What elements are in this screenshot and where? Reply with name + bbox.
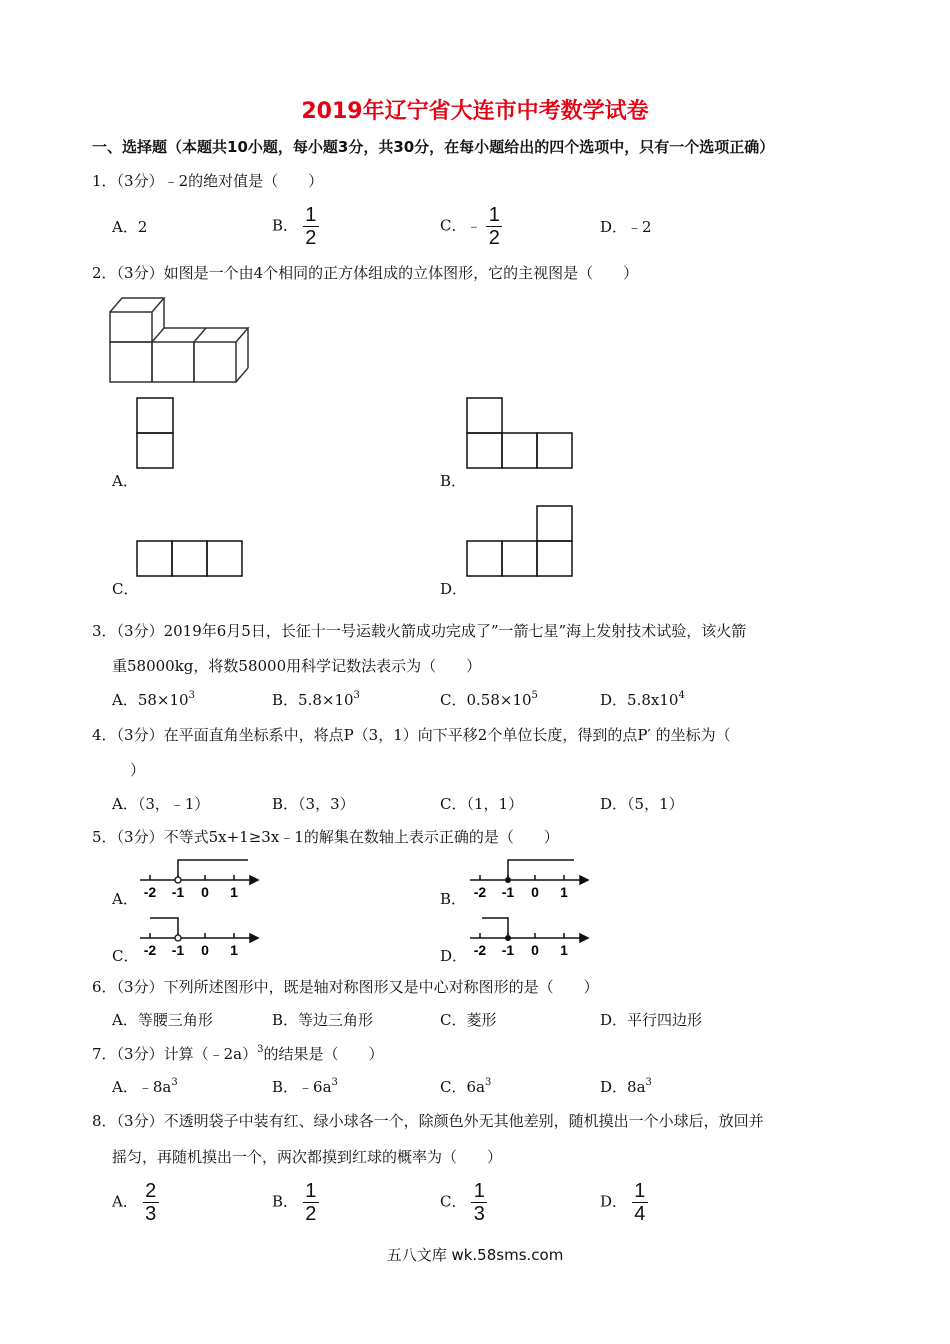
q8-b-fraction [303,1180,319,1225]
q5-b-tick-3: 0 [531,884,539,900]
q2-option-d: D． [440,580,468,598]
q6-option-a: A．等腰三角形 [112,1011,213,1029]
q8-c-fraction [471,1180,487,1225]
q5-d-tick-1: -2 [473,942,487,958]
q3-option-b [272,689,360,710]
q8-option-a [112,1180,159,1225]
q3-stem-line2: 重58000kg，将数58000用科学记数法表示为（ ） [112,657,482,675]
q1-option-c-fraction [486,204,502,249]
q5-c-tick-3: 0 [201,942,209,958]
q6-option-b: B．等边三角形 [272,1011,374,1029]
q5-option-c-numberline [138,914,258,956]
q7-option-a [112,1076,178,1097]
q8-d-num: 1 [634,1180,646,1202]
q5-option-d-numberline [468,914,588,956]
q7-c-text: C．6a [440,1078,485,1096]
q1-c-den: 2 [488,227,500,249]
q5-a-tick-4: 1 [230,884,238,900]
q7-option-d [600,1076,652,1097]
q1-b-num: 1 [305,204,317,226]
q3-d-exp: 4 [678,690,685,701]
q1-option-a: A．2 [112,218,148,236]
q2-option-a-figure [136,397,176,469]
q1-option-d: D．﹣2 [600,218,652,236]
section-heading: 一、选择题（本题共10小题，每小题3分，共30分，在每小题给出的四个选项中，只有一个选项正确） [92,138,775,156]
q5-a-tick-1: -2 [143,884,157,900]
q3-option-c [440,689,538,710]
q7-option-b [272,1076,338,1097]
q8-option-b [272,1180,319,1225]
q3-b-exp: 3 [353,690,360,701]
footer-watermark: 五八文库 wk.58sms.com [386,1246,564,1264]
q2-option-b-figure [466,397,576,469]
q3-option-a [112,689,195,710]
q5-b-tick-2: -1 [501,884,515,900]
q4-option-b: B．（3，3） [272,795,355,813]
page-title: 2019年辽宁省大连市中考数学试卷 [301,99,649,124]
q8-c-num: 1 [473,1180,485,1202]
q8-a-label: A． [112,1192,138,1211]
q8-d-fraction [632,1180,648,1225]
q2-option-d-figure [466,505,576,578]
q5-d-tick-3: 0 [531,942,539,958]
q8-a-num: 2 [145,1180,157,1202]
q2-option-c: C． [112,580,139,598]
q4-stem-line1: 4．（3分）在平面直角坐标系中，将点P（3，1）向下平移2个单位长度，得到的点P′ 的坐标为（ [92,726,731,744]
q1-c-num: 1 [488,204,500,226]
q8-option-d [600,1180,648,1225]
q3-b-text: B．5.8×10 [272,691,354,709]
q5-option-b-numberline [468,856,588,898]
q5-c-tick-4: 1 [230,942,238,958]
q2-stem: 2．（3分）如图是一个由4个相同的正方体组成的立体图形，它的主视图是（ ） [92,264,639,282]
q2-option-c-figure [136,540,246,578]
q2-option-a: A． [112,472,138,490]
q1-option-b [272,204,319,249]
q4-stem-line2: ） [130,761,146,779]
q7-d-exp: 3 [645,1077,652,1088]
q5-c-tick-1: -2 [143,942,157,958]
q3-a-text: A．58×10 [112,691,189,709]
q5-option-c: C． [112,947,139,965]
q7-d-text: D．8a [600,1078,646,1096]
q8-a-fraction [143,1180,159,1225]
q8-stem-line2: 摇匀，再随机摸出一个，两次都摸到红球的概率为（ ） [112,1148,503,1166]
q7-c-exp: 3 [484,1077,492,1088]
q3-stem-line1: 3．（3分）2019年6月5日，长征十一号运载火箭成功完成了”一箭七星”海上发射技术试验，该火箭 [92,622,747,640]
q3-c-text: C．0.58×10 [440,691,532,709]
q8-option-c [440,1180,487,1225]
q2-solid-figure [106,292,266,384]
q8-b-den: 2 [305,1203,317,1225]
q8-c-den: 3 [473,1203,485,1225]
q8-b-num: 1 [305,1180,317,1202]
q6-option-c: C．菱形 [440,1011,497,1029]
q5-option-d: D． [440,947,468,965]
q5-d-tick-2: -1 [501,942,515,958]
q3-option-d [600,689,685,710]
q8-c-label: C． [440,1192,467,1211]
q6-stem: 6．（3分）下列所述图形中，既是轴对称图形又是中心对称图形的是（ ） [92,978,599,996]
q7-b-exp: 3 [331,1077,338,1088]
q1-option-c-label: C．﹣ [440,216,482,235]
q3-a-exp: 3 [188,690,195,701]
q5-option-b: B． [440,890,467,908]
q1-b-den: 2 [305,227,317,249]
q5-c-tick-2: -1 [171,942,185,958]
q5-b-tick-4: 1 [560,884,568,900]
q1-option-c [440,204,502,249]
q7-stem-tail: 的结果是（ ） [263,1045,384,1063]
q8-a-den: 3 [145,1203,157,1225]
q2-option-b: B． [440,472,467,490]
q3-c-exp: 5 [531,690,538,701]
q4-option-a: A．（3，﹣1） [112,795,210,813]
q1-option-b-fraction [303,204,319,249]
q1-option-b-label: B． [272,216,299,235]
q5-a-tick-2: -1 [171,884,185,900]
q8-d-den: 4 [634,1203,646,1225]
q5-option-a: A． [112,890,138,908]
q6-option-d: D．平行四边形 [600,1011,703,1029]
q5-option-a-numberline [138,856,258,898]
q5-d-tick-4: 1 [560,942,568,958]
q7-stem-exp: 3 [257,1044,264,1055]
q5-b-tick-1: -2 [473,884,487,900]
q5-a-tick-3: 0 [201,884,209,900]
q4-option-c: C．（1，1） [440,795,524,813]
q3-d-text: D．5.8x10 [600,691,679,709]
q7-option-c [440,1076,491,1097]
q5-stem: 5．（3分）不等式5x+1≥3x﹣1的解集在数轴上表示正确的是（ ） [92,828,559,846]
q1-stem: 1．（3分）﹣2的绝对值是（ ） [92,172,324,190]
q8-d-label: D． [600,1192,628,1211]
q7-stem [92,1043,383,1064]
q7-b-text: B．﹣6a [272,1078,332,1096]
q7-a-text: A．﹣8a [112,1078,172,1096]
q8-stem-line1: 8．（3分）不透明袋子中装有红、绿小球各一个，除颜色外无其他差别，随机摸出一个小球后，放回并 [92,1112,764,1130]
q7-a-exp: 3 [171,1077,178,1088]
q7-stem-text: 7．（3分）计算（﹣2a） [92,1045,258,1063]
q8-b-label: B． [272,1192,299,1211]
q4-option-d: D．（5，1） [600,795,684,813]
